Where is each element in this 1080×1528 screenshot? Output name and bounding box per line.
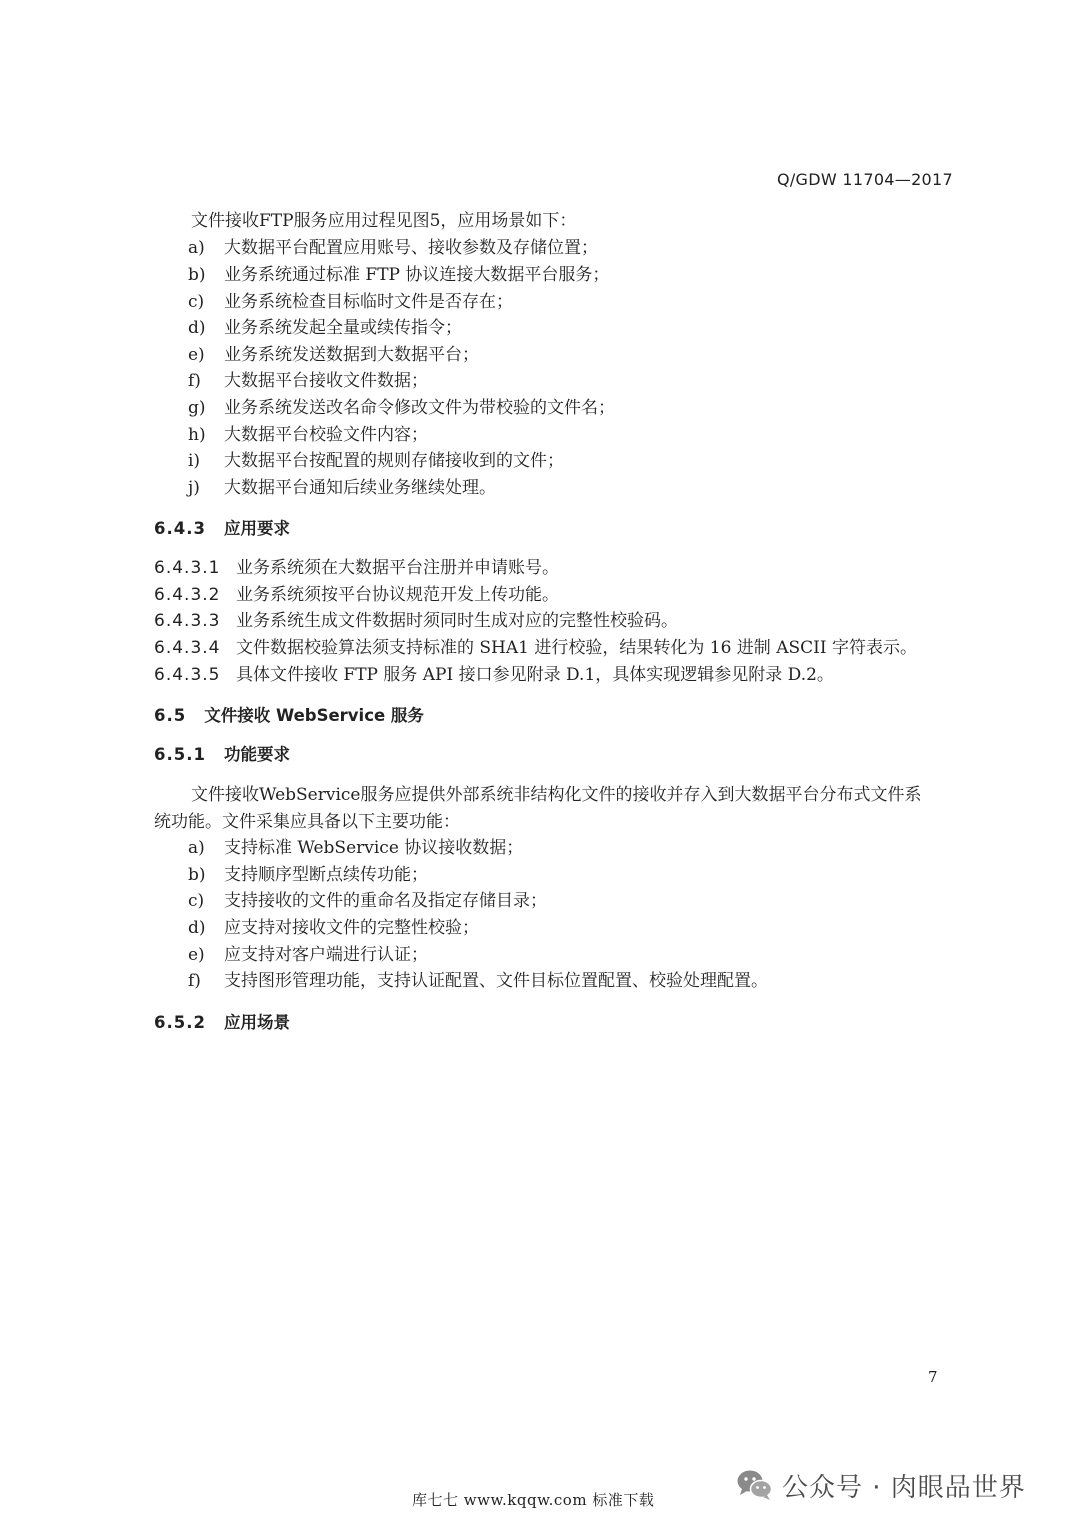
list-item-text: 业务系统发送数据到大数据平台； <box>224 345 479 365</box>
list-item-letter: c) <box>188 891 205 911</box>
ws-intro-line-1: 文件接收WebService服务应提供外部系统非结构化文件的接收并存入到大数据平台分布式文件系 <box>191 785 922 805</box>
list-item-text: 支持接收的文件的重命名及指定存储目录； <box>224 891 547 911</box>
list-item-text: 大数据平台按配置的规则存储接收到的文件； <box>224 451 564 471</box>
list-item-text: 支持标准 WebService 协议接收数据； <box>224 838 524 858</box>
list-item-letter: a) <box>188 238 205 258</box>
list-item-text: 大数据平台校验文件内容； <box>224 425 428 445</box>
list-item-text: 支持图形管理功能，支持认证配置、文件目标位置配置、校验处理配置。 <box>224 971 768 991</box>
footer-source: 库七七 www.kqqw.com 标准下载 <box>412 1491 655 1509</box>
list-item-text: 业务系统发起全量或续传指令； <box>224 318 462 338</box>
list-item <box>188 238 598 258</box>
clause <box>154 611 678 631</box>
page-number: 7 <box>928 1368 938 1386</box>
clause-number: 6.4.3.2 <box>154 585 221 605</box>
list-item <box>188 318 462 338</box>
list-item <box>188 265 609 285</box>
list-item <box>188 398 615 418</box>
list-item-text: 业务系统检查目标临时文件是否存在； <box>224 292 513 312</box>
section-heading-6-5-1 <box>154 745 290 765</box>
list-item <box>188 918 479 938</box>
list-item-letter: f) <box>188 371 201 391</box>
section-title: 功能要求 <box>223 745 290 764</box>
section-heading-6-5 <box>154 706 424 726</box>
list-item <box>188 451 564 471</box>
list-item-letter: g) <box>188 398 206 418</box>
clause-text: 文件数据校验算法须支持标准的 SHA1 进行校验，结果转化为 16 进制 ASCII 字符表示。 <box>236 638 917 658</box>
clause-text: 业务系统须按平台协议规范开发上传功能。 <box>236 585 559 605</box>
section-title: 应用场景 <box>223 1013 290 1032</box>
list-item-letter: h) <box>188 425 206 445</box>
wechat-icon <box>736 1468 774 1502</box>
ws-intro-line-2: 统功能。文件采集应具备以下主要功能： <box>154 812 460 832</box>
list-item-text: 应支持对客户端进行认证； <box>224 945 428 965</box>
list-item <box>188 345 479 365</box>
clause-number: 6.4.3.4 <box>154 638 221 658</box>
section-title: 应用要求 <box>223 519 290 538</box>
list-item-text: 大数据平台通知后续业务继续处理。 <box>224 478 496 498</box>
list-item <box>188 945 428 965</box>
list-item-letter: c) <box>188 292 205 312</box>
clause <box>154 558 559 578</box>
clause-text: 业务系统生成文件数据时须同时生成对应的完整性校验码。 <box>236 611 678 631</box>
list-item <box>188 292 513 312</box>
clause <box>154 665 834 685</box>
ftp-intro: 文件接收FTP服务应用过程见图5，应用场景如下： <box>191 211 577 231</box>
section-number: 6.5.2 <box>154 1013 206 1032</box>
clause-number: 6.4.3.3 <box>154 611 221 631</box>
list-item-text: 大数据平台配置应用账号、接收参数及存储位置； <box>224 238 598 258</box>
section-number: 6.5.1 <box>154 745 206 764</box>
list-item-letter: d) <box>188 318 206 338</box>
section-heading-6-5-2 <box>154 1013 290 1033</box>
list-item-letter: a) <box>188 838 205 858</box>
list-item <box>188 865 428 885</box>
list-item-letter: d) <box>188 918 206 938</box>
list-item-letter: e) <box>188 345 205 365</box>
list-item-text: 支持顺序型断点续传功能； <box>224 865 428 885</box>
list-item-letter: b) <box>188 865 206 885</box>
clause-text: 具体文件接收 FTP 服务 API 接口参见附录 D.1，具体实现逻辑参见附录 D.2。 <box>236 665 834 685</box>
list-item <box>188 371 428 391</box>
section-heading-6-4-3 <box>154 519 290 539</box>
list-item-text: 业务系统通过标准 FTP 协议连接大数据平台服务； <box>224 265 610 285</box>
clause-number: 6.4.3.5 <box>154 665 221 685</box>
section-number: 6.5 <box>154 706 187 725</box>
list-item <box>188 425 428 445</box>
list-item-letter: e) <box>188 945 205 965</box>
clause <box>154 585 559 605</box>
list-item-letter: b) <box>188 265 206 285</box>
list-item <box>188 891 547 911</box>
clause <box>154 638 917 658</box>
list-item-text: 应支持对接收文件的完整性校验； <box>224 918 479 938</box>
section-title: 文件接收 WebService 服务 <box>204 706 424 725</box>
list-item-text: 业务系统发送改名命令修改文件为带校验的文件名； <box>224 398 615 418</box>
list-item <box>188 838 523 858</box>
wechat-account-label: 公众号 · 肉眼品世界 <box>782 1472 1026 1503</box>
list-item <box>188 478 496 498</box>
wechat-watermark <box>736 1465 1026 1505</box>
list-item-letter: j) <box>188 478 200 498</box>
list-item-letter: i) <box>188 451 201 471</box>
list-item-letter: f) <box>188 971 201 991</box>
section-number: 6.4.3 <box>154 519 206 538</box>
clause-number: 6.4.3.1 <box>154 558 221 578</box>
clause-text: 业务系统须在大数据平台注册并申请账号。 <box>236 558 559 578</box>
list-item-text: 大数据平台接收文件数据； <box>224 371 428 391</box>
document-code: Q/GDW 11704—2017 <box>776 170 953 189</box>
list-item <box>188 971 768 991</box>
